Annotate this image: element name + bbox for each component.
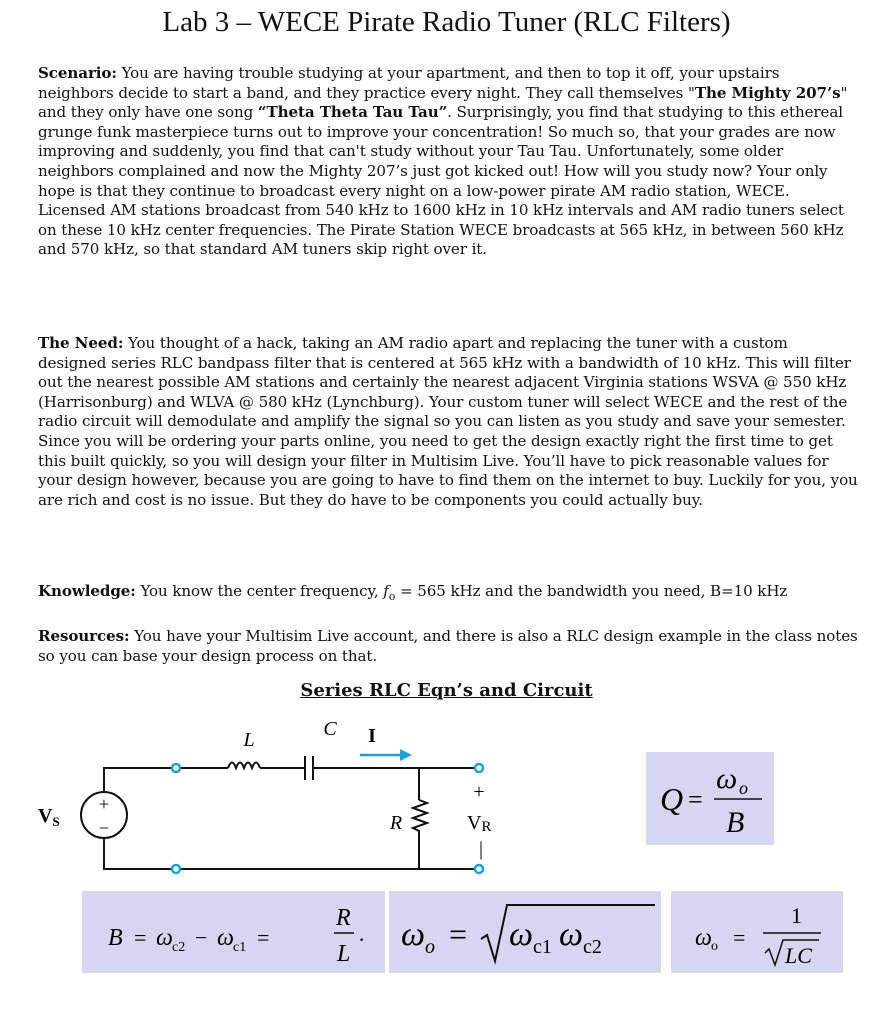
geo-lhs-sub: o [425, 936, 435, 958]
geometric-equation-box [389, 891, 661, 973]
circuit-heading: Series RLC Eqn’s and Circuit [300, 680, 593, 701]
bw-denominator: L [337, 941, 351, 967]
scenario-text-1: You are having trouble studying at your apartment, and then to top it off, your upstairs neighbors decide to start a band, and they practice every night. They call themselves " [38, 64, 780, 102]
bw-lhs: B [108, 925, 123, 951]
fo-subscript: o [388, 590, 396, 604]
geo-lhs: ω [401, 916, 426, 953]
label-L: L [243, 729, 255, 751]
res-numerator: 1 [791, 903, 802, 928]
song-name: “Theta Theta Tau Tau” [257, 103, 448, 122]
label-R: R [389, 812, 403, 834]
scenario-text-2: " and they only have one song [38, 83, 848, 122]
bw-dot: · [358, 927, 366, 952]
q-equation-box [646, 752, 774, 845]
bw-numerator: R [336, 905, 351, 931]
label-Vs [38, 805, 60, 829]
label-Vs-sub: S [52, 814, 60, 829]
resistor [413, 800, 427, 836]
label-vr-plus: + [473, 781, 485, 803]
resonance-equation [671, 891, 843, 973]
res-lhs-sub: o [711, 939, 718, 954]
need-label: The Need: [38, 334, 124, 352]
resonance-equation-box [671, 891, 843, 973]
geo-b: ω [559, 916, 584, 953]
res-equals: = [733, 925, 746, 950]
res-lhs: ω [695, 925, 712, 951]
bw-eq1: = [134, 925, 147, 950]
scenario-label: Scenario: [38, 64, 117, 82]
label-vr-minus: | [478, 838, 484, 860]
geo-equals: = [449, 916, 468, 952]
scenario-text-3: . Surprisingly, you find that studying to this ethereal grunge funk masterpiece turns out to improve your concentration! So much so, that your grades are now improving and suddenly, you find that can't study without your Tau Tau. Unfortunately, some older neighbors complained and now the Mighty 207’s just got kicked out! How will you study now? Your only hope is that they continue to broadcast every night on a low-power pirate AM radio station, WECE. Licensed AM stations broadcast from 540 kHz to 1600 kHz in 10 kHz intervals and AM radio tuners select on these 10 kHz center frequencies. The Pirate Station WECE broadcasts at 565 kHz, in between 560 kHz and 570 kHz, so that standard AM tuners skip right over it. [38, 103, 844, 259]
terminal-top-right [475, 764, 483, 772]
capacitor [290, 756, 476, 780]
geo-a: ω [509, 916, 534, 953]
q-equals: = [688, 785, 703, 814]
knowledge-label: Knowledge: [38, 582, 136, 600]
terminal-top-left [172, 764, 180, 772]
label-I: I [368, 725, 376, 747]
resources-text: You have your Multisim Live account, and there is also a RLC design example in the class notes so you can base your design process on that. [38, 627, 858, 665]
bw-w2-sub: c1 [233, 940, 247, 955]
bw-w1-sub: c2 [172, 940, 186, 955]
label-Vs-main: V [38, 805, 53, 827]
geometric-equation [389, 891, 661, 973]
label-source-plus: + [98, 794, 110, 814]
page-title: Lab 3 – WECE Pirate Radio Tuner (RLC Filters) [162, 6, 731, 38]
q-numerator-sub: o [739, 778, 748, 798]
wire-left-top [104, 768, 173, 792]
q-lhs: Q [660, 781, 684, 817]
bw-w2: ω [217, 925, 234, 951]
bandwidth-equation [82, 891, 385, 973]
label-VR-main: V [467, 812, 482, 834]
label-source-minus: − [98, 818, 110, 838]
geo-b-sub: c2 [583, 936, 602, 958]
inductor [180, 763, 290, 769]
need-text: You thought of a hack, taking an AM radio apart and replacing the tuner with a custom designed series RLC bandpass filter that is centered at 565 kHz with a bandwidth of 10 kHz. This will filter out the nearest possible AM stations and certainly the nearest adjacent Virginia stations WSVA @ 550 kHz (Harrisonburg) and WLVA @ 580 kHz (Lynchburg). Your custom tuner will select WECE and the rest of the radio circuit will demodulate and amplify the signal so you can listen as you study and save your semester. Since you will be ordering your parts online, you need to get the design exactly right the first time to get this built quickly, so you will design your filter in Multisim Live. You’ll have to pick reasonable values for your design however, because you are going to have to find them on the internet to buy. Luckily for you, you are rich and cost is no issue. But they do have to be components you could actually buy. [38, 334, 858, 509]
terminal-bottom-right [475, 865, 483, 873]
wire-right [104, 768, 476, 869]
label-VR-sub: R [481, 819, 492, 835]
resources-label: Resources: [38, 627, 130, 645]
bw-eq2: = [257, 925, 270, 950]
current-arrowhead [400, 749, 412, 761]
q-numerator: ω [716, 762, 738, 795]
bandwidth-equation-box [82, 891, 385, 973]
knowledge-text-2: = 565 kHz and the bandwidth you need, B=10 kHz [395, 582, 788, 600]
band-name: The Mighty 207’s [694, 83, 841, 102]
label-VR [467, 812, 491, 835]
bw-minus: − [195, 925, 208, 950]
geo-a-sub: c1 [533, 936, 552, 958]
terminal-bottom-left [172, 865, 180, 873]
bw-w1: ω [156, 925, 173, 951]
knowledge-text-1: You know the center frequency, [135, 582, 384, 600]
fo-symbol: f [383, 582, 389, 600]
q-denominator: B [726, 806, 745, 839]
res-denominator: LC [785, 943, 812, 968]
q-equation [646, 752, 774, 845]
label-C: C [323, 718, 337, 740]
